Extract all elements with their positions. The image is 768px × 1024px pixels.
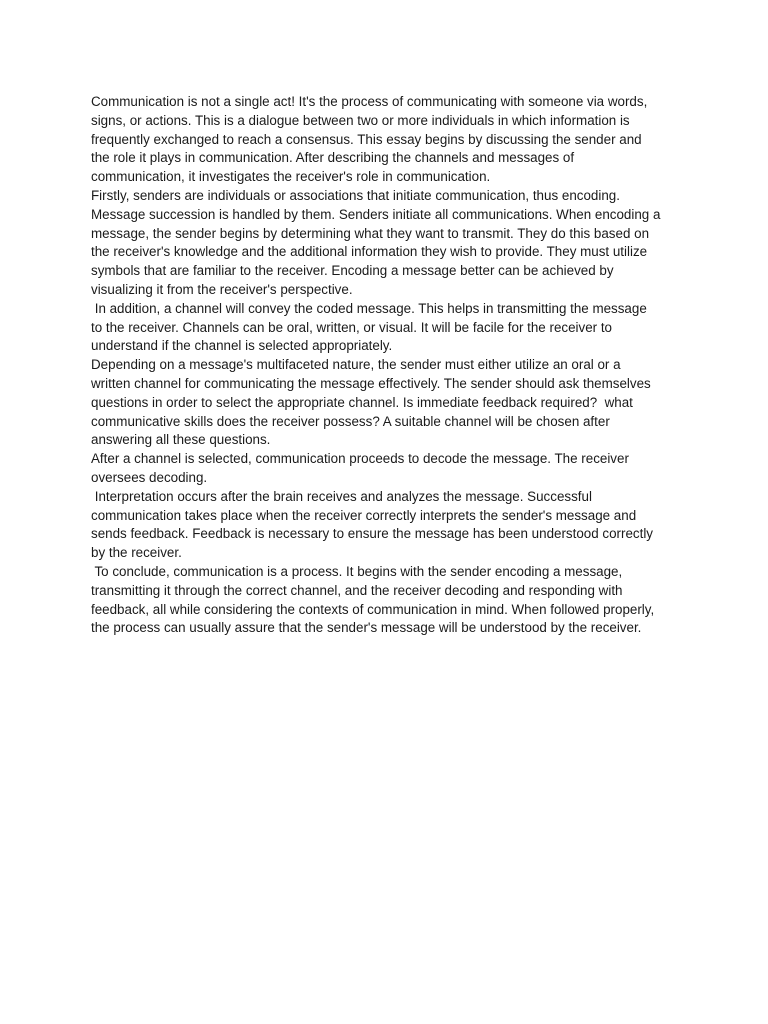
text-line: signs, or actions. This is a dialogue between two or more individuals in which information is	[91, 112, 630, 128]
text-line: symbols that are familiar to the receiver. Encoding a message better can be achieved by	[91, 263, 614, 279]
essay-body	[91, 93, 691, 638]
text-line: the process can usually assure that the sender's message will be understood by the receiver.	[91, 620, 642, 636]
text-line: questions in order to select the appropriate channel. Is immediate feedback required? what	[91, 394, 633, 410]
text-line: Firstly, senders are individuals or associations that initiate communication, thus encoding.	[91, 187, 620, 203]
text-line: frequently exchanged to reach a consensus. This essay begins by discussing the sender and	[91, 131, 642, 147]
text-line: visualizing it from the receiver's perspective.	[91, 281, 353, 297]
text-line: written channel for communicating the message effectively. The sender should ask themselves	[91, 375, 651, 391]
text-line: communicative skills does the receiver possess? A suitable channel will be chosen after	[91, 413, 610, 429]
text-line: sends feedback. Feedback is necessary to ensure the message has been understood correctly	[91, 526, 653, 542]
text-line: by the receiver.	[91, 545, 182, 561]
text-line: In addition, a channel will convey the coded message. This helps in transmitting the message	[91, 300, 647, 316]
text-line: communication takes place when the receiver correctly interprets the sender's message and	[91, 507, 637, 523]
text-line: message, the sender begins by determining what they want to transmit. They do this based on	[91, 225, 650, 241]
text-line: oversees decoding.	[91, 469, 208, 485]
text-line: Interpretation occurs after the brain receives and analyzes the message. Successful	[91, 488, 592, 504]
text-line: understand if the channel is selected appropriately.	[91, 338, 393, 354]
text-line: Message succession is handled by them. Senders initiate all communications. When encoding a	[91, 206, 661, 222]
text-line: Depending on a message's multifaceted nature, the sender must either utilize an oral or a	[91, 357, 621, 373]
text-line: To conclude, communication is a process. It begins with the sender encoding a message,	[91, 563, 623, 579]
text-line: communication, it investigates the receiver's role in communication.	[91, 169, 491, 185]
text-line: Communication is not a single act! It's the process of communicating with someone via words,	[91, 94, 648, 109]
text-line: answering all these questions.	[91, 432, 271, 448]
text-line: to the receiver. Channels can be oral, written, or visual. It will be facile for the receiver to	[91, 319, 612, 335]
text-line: transmitting it through the correct channel, and the receiver decoding and responding with	[91, 582, 623, 598]
text-line: the receiver's knowledge and the additional information they wish to provide. They must utilize	[91, 244, 648, 260]
text-line: feedback, all while considering the contexts of communication in mind. When followed properly,	[91, 601, 655, 617]
text-line: the role it plays in communication. After describing the channels and messages of	[91, 150, 575, 166]
text-line: After a channel is selected, communication proceeds to decode the message. The receiver	[91, 451, 629, 467]
